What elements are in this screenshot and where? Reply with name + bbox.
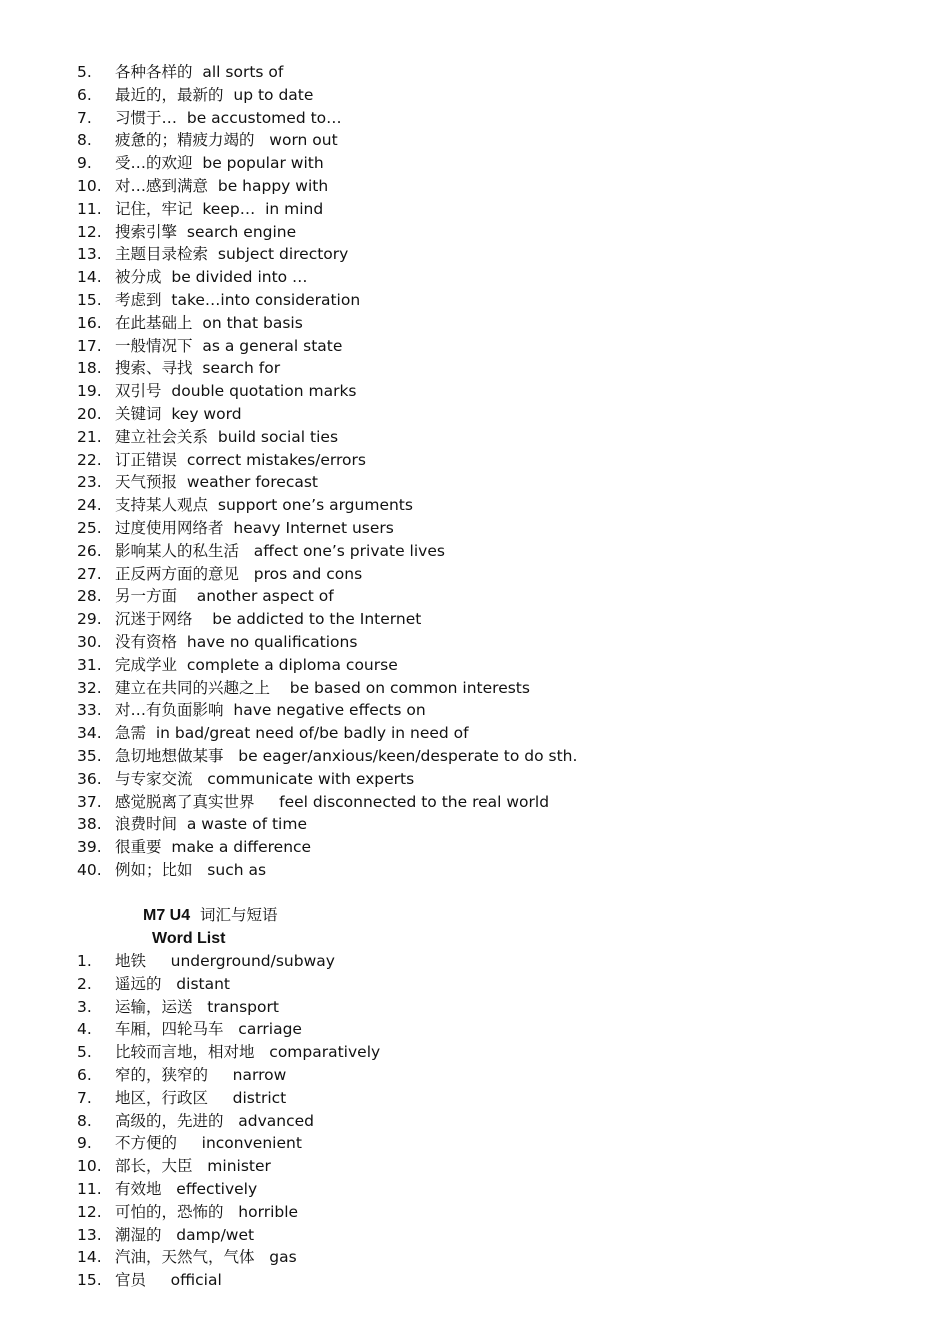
item-number: 34. (77, 724, 102, 743)
english-term: such as (207, 860, 267, 879)
spacer (177, 473, 187, 491)
section-title: 词汇与短语 (199, 906, 278, 924)
item-number: 33. (77, 701, 102, 720)
spacer (255, 1248, 270, 1266)
english-term: double quotation marks (171, 382, 357, 401)
item-number: 1. (77, 952, 92, 970)
chinese-term: 最近的，最新的 (115, 85, 224, 104)
item-number: 25. (77, 518, 102, 537)
item-number: 24. (77, 496, 102, 515)
spacer (177, 223, 187, 241)
spacer (177, 1134, 202, 1152)
english-term: inconvenient (201, 1134, 302, 1153)
english-term: in bad/great need of/be badly in need of (155, 724, 469, 743)
item-number: 16. (77, 313, 102, 332)
chinese-term: 受…的欢迎 (115, 154, 193, 173)
english-term: another aspect of (196, 587, 334, 606)
chinese-term: 记住，牢记 (115, 199, 193, 218)
chinese-term: 不方便的 (115, 1134, 178, 1153)
english-term: be popular with (202, 154, 324, 173)
item-number: 15. (77, 1271, 102, 1290)
item-number: 22. (77, 450, 102, 469)
chinese-term: 搜索引擎 (115, 222, 178, 241)
spacer (208, 428, 218, 446)
list-item (77, 1246, 380, 1269)
spacer (193, 1157, 208, 1175)
english-term: complete a diploma course (186, 655, 398, 674)
spacer (146, 1271, 171, 1289)
list-item (77, 403, 577, 426)
chinese-term: 订正错误 (115, 450, 178, 469)
chinese-term: 关键词 (115, 404, 162, 423)
item-number: 32. (77, 678, 102, 697)
english-term: on that basis (202, 313, 303, 332)
item-number: 10. (77, 176, 102, 195)
english-term: distant (176, 974, 230, 993)
chinese-term: 疲惫的；精疲力竭的 (115, 131, 255, 150)
chinese-term: 部长，大臣 (115, 1157, 193, 1176)
word-list-title: Word List (152, 930, 226, 947)
chinese-term: 浪费时间 (115, 815, 178, 834)
list-item (77, 722, 577, 745)
english-term: horrible (238, 1202, 299, 1221)
list-item (77, 1201, 380, 1224)
spacer (224, 747, 239, 765)
item-number: 6. (77, 1065, 92, 1084)
list-item (77, 84, 577, 107)
chinese-term: 在此基础上 (115, 313, 193, 332)
english-term: search engine (186, 222, 297, 241)
list-item (77, 312, 577, 335)
chinese-term: 完成学业 (115, 655, 178, 674)
chinese-term: 对…感到满意 (115, 176, 209, 195)
chinese-term: 运输，运送 (115, 997, 193, 1016)
chinese-term: 习惯于… (115, 108, 178, 127)
chinese-term: 潮湿的 (115, 1225, 162, 1244)
list-item (77, 813, 577, 836)
english-term: be based on common interests (289, 678, 530, 697)
item-number: 28. (77, 587, 102, 606)
item-number: 37. (77, 792, 102, 811)
list-item (77, 1178, 380, 1201)
spacer (162, 268, 172, 286)
list-item (77, 973, 380, 996)
spacer (224, 1203, 239, 1221)
english-term: have no qualifications (186, 632, 358, 651)
chinese-term: 建立社会关系 (115, 427, 209, 446)
english-term: as a general state (202, 336, 343, 355)
list-item (77, 289, 577, 312)
english-term: correct mistakes/errors (186, 450, 366, 469)
english-term: be accustomed to… (186, 108, 342, 127)
spacer (162, 1226, 177, 1244)
list-item (77, 585, 577, 608)
chinese-term: 地区，行政区 (115, 1088, 209, 1107)
spacer (208, 1066, 233, 1084)
list-item (77, 517, 577, 540)
english-term: minister (207, 1157, 271, 1176)
item-number: 6. (77, 85, 92, 104)
list-item (77, 61, 577, 84)
list-item (77, 563, 577, 586)
english-term: have negative effects on (233, 701, 426, 720)
english-term: feel disconnected to the real world (279, 792, 550, 811)
item-number: 26. (77, 541, 102, 560)
spacer (146, 952, 171, 970)
item-number: 38. (77, 815, 102, 834)
spacer (193, 154, 203, 172)
item-number: 7. (77, 1088, 92, 1107)
list-item (77, 449, 577, 472)
spacer (255, 793, 280, 811)
english-term: official (170, 1271, 222, 1290)
item-number: 31. (77, 655, 102, 674)
item-number: 9. (77, 154, 92, 173)
spacer (224, 86, 234, 104)
item-number: 21. (77, 427, 102, 446)
chinese-term: 双引号 (115, 382, 162, 401)
list-item (77, 699, 577, 722)
spacer (177, 633, 187, 651)
english-term: advanced (238, 1111, 315, 1130)
chinese-term: 车厢，四轮马车 (115, 1020, 224, 1039)
spacer (208, 496, 218, 514)
spacer (177, 109, 187, 127)
spacer (239, 542, 254, 560)
list-item (77, 471, 577, 494)
item-number: 14. (77, 1248, 102, 1267)
spacer (193, 63, 203, 81)
chinese-term: 感觉脱离了真实世界 (115, 792, 255, 811)
item-number: 12. (77, 222, 102, 241)
list-item (77, 677, 577, 700)
item-number: 20. (77, 404, 102, 423)
list-item (77, 996, 380, 1019)
item-number: 11. (77, 199, 102, 218)
list-item (77, 1041, 380, 1064)
list-item (77, 1087, 380, 1110)
list-item (77, 836, 577, 859)
item-number: 5. (77, 63, 92, 81)
english-term: key word (171, 404, 242, 423)
english-term: a waste of time (186, 815, 307, 834)
english-term: worn out (269, 131, 338, 150)
chinese-term: 另一方面 (115, 587, 178, 606)
item-number: 4. (77, 1020, 92, 1039)
item-number: 39. (77, 838, 102, 857)
english-term: be divided into … (171, 268, 308, 287)
list-item (77, 1110, 380, 1133)
chinese-term: 过度使用网络者 (115, 518, 224, 537)
chinese-term: 沉迷于网络 (115, 610, 193, 629)
item-number: 8. (77, 131, 92, 150)
chinese-term: 汽油，天然气，气体 (115, 1248, 255, 1267)
chinese-term: 正反两方面的意见 (115, 564, 240, 583)
item-number: 2. (77, 974, 92, 993)
english-term: pros and cons (253, 564, 363, 583)
chinese-term: 很重要 (115, 838, 162, 857)
chinese-term: 影响某人的私生活 (115, 541, 240, 560)
spacer (224, 519, 234, 537)
spacer (177, 451, 187, 469)
item-number: 35. (77, 746, 102, 765)
english-term: comparatively (269, 1043, 381, 1062)
list-item (77, 654, 577, 677)
list-item (77, 243, 577, 266)
list-item (77, 1132, 380, 1155)
english-term: underground/subway (170, 952, 335, 970)
chinese-term: 高级的，先进的 (115, 1111, 224, 1130)
list-item (77, 335, 577, 358)
spacer (208, 1089, 233, 1107)
list-item (77, 1269, 380, 1292)
chinese-term: 建立在共同的兴趣之上 (115, 678, 271, 697)
list-item (77, 152, 577, 175)
spacer (162, 838, 172, 856)
list-item (77, 608, 577, 631)
list-item (77, 380, 577, 403)
english-term: weather forecast (186, 473, 319, 492)
chinese-term: 官员 (115, 1271, 147, 1290)
item-number: 7. (77, 108, 92, 127)
item-number: 13. (77, 1225, 102, 1244)
english-term: effectively (176, 1179, 258, 1198)
spacer (193, 770, 208, 788)
english-term: subject directory (217, 245, 349, 264)
english-term: be happy with (217, 176, 329, 195)
english-term: transport (207, 997, 279, 1016)
spacer (224, 1020, 239, 1038)
spacer (193, 610, 213, 628)
english-term: build social ties (217, 427, 339, 446)
spacer (224, 1112, 239, 1130)
english-term: all sorts of (202, 63, 284, 81)
chinese-term: 有效地 (115, 1179, 162, 1198)
english-term: district (232, 1088, 287, 1107)
spacer (146, 724, 156, 742)
chinese-term: 急切地想做某事 (115, 746, 224, 765)
chinese-term: 比较而言地，相对地 (115, 1043, 255, 1062)
list-item (77, 1018, 380, 1041)
english-term: support one’s arguments (217, 496, 413, 515)
list-item (77, 426, 577, 449)
list-item (77, 768, 577, 791)
item-number: 18. (77, 359, 102, 378)
item-number: 36. (77, 769, 102, 788)
item-number: 27. (77, 564, 102, 583)
chinese-term: 一般情况下 (115, 336, 193, 355)
spacer (193, 359, 203, 377)
chinese-term: 主题目录检索 (115, 245, 209, 264)
item-number: 17. (77, 336, 102, 355)
item-number: 30. (77, 632, 102, 651)
chinese-term: 窄的，狭窄的 (115, 1065, 209, 1084)
english-term: damp/wet (176, 1225, 255, 1244)
unit-code: M7 U4 (143, 907, 191, 924)
english-term: narrow (232, 1065, 287, 1084)
chinese-term: 考虑到 (115, 290, 162, 309)
item-number: 14. (77, 268, 102, 287)
list-item (77, 1224, 380, 1247)
chinese-term: 地铁 (115, 952, 147, 970)
list-item (77, 357, 577, 380)
spacer (177, 587, 197, 605)
item-number: 29. (77, 610, 102, 629)
list-item (77, 1064, 380, 1087)
spacer (193, 861, 208, 879)
item-number: 11. (77, 1179, 102, 1198)
english-term: search for (202, 359, 281, 378)
item-number: 3. (77, 997, 92, 1016)
english-term: communicate with experts (207, 769, 415, 788)
list-item (77, 540, 577, 563)
list-item (77, 175, 577, 198)
item-number: 12. (77, 1202, 102, 1221)
chinese-term: 没有资格 (115, 632, 178, 651)
spacer (255, 1043, 270, 1061)
spacer (162, 1180, 177, 1198)
spacer (255, 131, 270, 149)
english-term: take…into consideration (171, 290, 361, 309)
spacer (193, 998, 208, 1016)
chinese-term: 支持某人观点 (115, 496, 209, 515)
chinese-term: 例如；比如 (115, 860, 193, 879)
item-number: 40. (77, 860, 102, 879)
spacer (193, 200, 203, 218)
list-item (77, 198, 577, 221)
list-item (77, 107, 577, 130)
item-number: 10. (77, 1157, 102, 1176)
english-term: be addicted to the Internet (212, 610, 422, 629)
list-item (77, 631, 577, 654)
chinese-term: 天气预报 (115, 473, 178, 492)
item-number: 23. (77, 473, 102, 492)
list-item (77, 129, 577, 152)
english-term: be eager/anxious/keen/desperate to do sth. (238, 746, 578, 765)
spacer (162, 291, 172, 309)
spacer (177, 656, 187, 674)
spacer (162, 405, 172, 423)
chinese-term: 被分成 (115, 268, 162, 287)
list-item (77, 266, 577, 289)
item-number: 9. (77, 1134, 92, 1153)
english-term: affect one’s private lives (253, 541, 445, 560)
spacer (162, 975, 177, 993)
english-term: make a difference (171, 838, 312, 857)
spacer (239, 565, 254, 583)
section-heading (143, 904, 278, 927)
list-item (77, 950, 380, 973)
item-number: 8. (77, 1111, 92, 1130)
list-item (77, 745, 577, 768)
chinese-term: 对…有负面影响 (115, 701, 224, 720)
english-term: up to date (233, 85, 314, 104)
item-number: 13. (77, 245, 102, 264)
spacer (177, 815, 187, 833)
spacer (208, 245, 218, 263)
spacer (162, 382, 172, 400)
chinese-term: 与专家交流 (115, 769, 193, 788)
list-item (77, 791, 577, 814)
word-list (77, 950, 380, 1292)
item-number: 15. (77, 290, 102, 309)
spacer (193, 337, 203, 355)
spacer (208, 177, 218, 195)
spacer (270, 679, 290, 697)
chinese-term: 搜索、寻找 (115, 359, 193, 378)
english-term: keep… in mind (202, 199, 324, 218)
chinese-term: 可怕的，恐怖的 (115, 1202, 224, 1221)
english-term: carriage (238, 1020, 302, 1039)
list-item (77, 1155, 380, 1178)
english-term: heavy Internet users (233, 518, 394, 537)
item-number: 19. (77, 382, 102, 401)
item-number: 5. (77, 1043, 92, 1062)
phrase-list (77, 61, 577, 882)
spacer (224, 701, 234, 719)
chinese-term: 各种各样的 (115, 63, 193, 81)
list-item (77, 494, 577, 517)
spacer (193, 314, 203, 332)
list-item (77, 221, 577, 244)
chinese-term: 急需 (115, 724, 147, 743)
chinese-term: 遥远的 (115, 974, 162, 993)
english-term: gas (269, 1248, 297, 1267)
list-item (77, 859, 577, 882)
